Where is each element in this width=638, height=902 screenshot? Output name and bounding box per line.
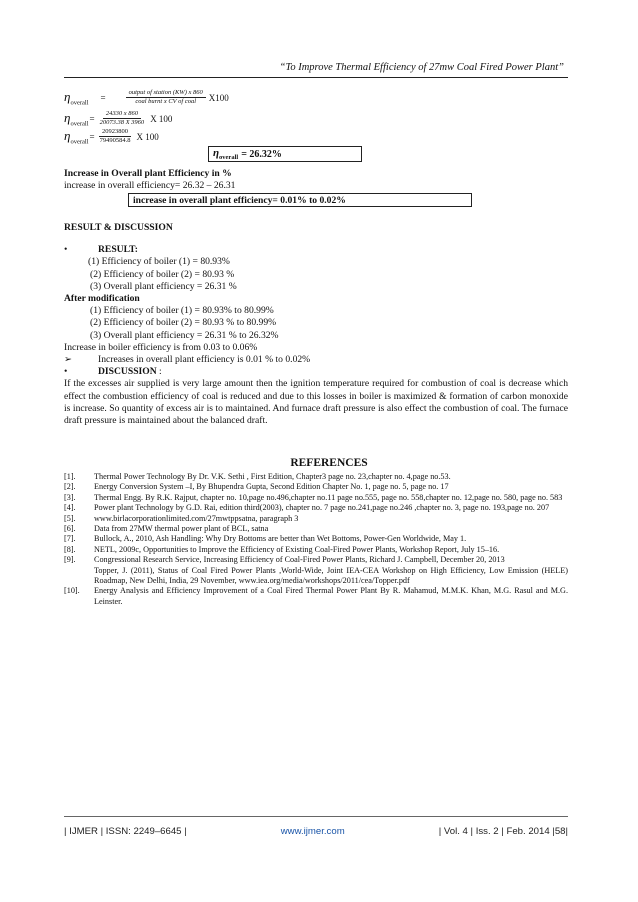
result-bullet-line: [64, 244, 568, 256]
increase-result-text: increase in overall plant efficiency= 0.01% to 0.02%: [133, 194, 346, 206]
eq1-multiplier: X100: [208, 92, 229, 103]
increase-heading: Increase in Overall plant Efficiency in %: [64, 168, 232, 179]
boiler-increase-line: Increase in boiler efficiency is from 0.03 to 0.06%: [64, 341, 258, 353]
eq2-denominator: 20073.38 X 3960: [99, 119, 145, 127]
eq3-denominator: 79490584.8: [99, 137, 131, 145]
discussion-paragraph: If the excesses air supplied is very large amount then the ignition temperature required for combustion of coal is decrease which effect the combustion efficiency of coal is reduced and due to this losses in boiler is maximized & formation of carbon monoxide is increase. So quantity of excess air is to maintained. And furnace draft pressure is also effect the combustion of coal. The furnace draft pressure is maintained about the balanced draft.: [64, 378, 568, 427]
eta-symbol: $\eta_{overall}$: [64, 110, 89, 128]
discussion-label: DISCUSSION: [98, 366, 157, 378]
result-label: RESULT:: [98, 244, 138, 256]
reference-item: [10]. Energy Analysis and Efficiency Improvement of a Coal Fired Thermal Power Plant By R. Mahamud, M.M.K. Khan, M.G. Rasul and M.G. Leinster.: [64, 586, 568, 606]
eq3-fraction: [97, 128, 134, 145]
reference-item: [7]. Bullock, A., 2010, Ash Handling: Why Dry Bottoms are better than Wet Bottoms, Power-Gen Worldwide, May 1.: [64, 534, 467, 544]
header-rule: [64, 77, 568, 78]
bullet-icon: •: [64, 244, 68, 256]
eq1-fraction: [126, 89, 206, 106]
eta-symbol: $\eta_{overall}$: [64, 128, 89, 146]
overall-increase-text: Increases in overall plant efficiency is 0.01 % to 0.02%: [98, 354, 311, 366]
eta-symbol: $\eta_{overall}$: [64, 89, 89, 107]
increase-result-box: [128, 193, 472, 207]
arrow-bullet-icon: ➢: [64, 354, 73, 366]
eq2-fraction: [97, 110, 148, 127]
reference-item: [4]. Power plant Technology by G.D. Rai, edition third(2003), chapter no. 7 page no.241,page no.246 ,chapter no. 3, page no. 193,page no. 207: [64, 503, 550, 513]
overall-efficiency-result: = 26.32%: [241, 148, 282, 160]
reference-item: [1]. Thermal Power Technology By Dr. V.K. Sethi , First Edition, Chapter3 page no. 23,chapter no. 4,page no.53.: [64, 472, 451, 481]
before-item: (3) Overall plant efficiency = 26.31 %: [90, 280, 237, 292]
eq3-multiplier: X 100: [136, 131, 159, 142]
running-title: “To Improve Thermal Efficiency of 27mw Coal Fired Power Plant”: [279, 62, 564, 73]
reference-item: [6]. Data from 27MW thermal power plant of BCL, satna: [64, 524, 269, 534]
equation-2: $\eta_{overall}$ = $\frac{24330 x 860}{20073.38 X 3960}$ X 100: [64, 110, 173, 128]
reference-item: [2]. Energy Conversion System –I, By Bhupendra Gupta, Second Edition Chapter No. 1, page no. 5, page no. 17: [64, 482, 449, 492]
result-discussion-section: [64, 222, 568, 427]
reference-item: [3]. Thermal Engg. By R.K. Rajput, chapter no. 10,page no.496,chapter no.11 page no.555, page no. 558,chapter no. 12,page no. 580, page no. 583: [64, 492, 563, 502]
eq2-numerator: 24330 x 860: [103, 110, 141, 119]
equation-1: $\eta_{overall}$ = $\frac{\text{output of station (KW) x 860}}{\text{coal burnt x CV of coal}}$ X100: [64, 89, 229, 107]
bullet-icon: •: [64, 366, 68, 378]
after-item: (3) Overall plant efficiency = 26.31 % to 26.32%: [90, 329, 279, 341]
references-title: REFERENCES: [290, 457, 368, 469]
reference-item: [9]. Congressional Research Service, Increasing Efficiency of Coal-Fired Power Plants, Richard J. Campbell, December 20, 2013: [64, 555, 505, 565]
references-list: [64, 472, 568, 607]
reference-item: [8]. NETL, 2009c, Opportunities to Improve the Efficiency of Existing Coal-Fired Power Plants, Workshop Report, July 15–16.: [64, 544, 500, 554]
increase-line: increase in overall efficiency= 26.32 – 26.31: [64, 180, 236, 192]
result-discussion-heading: RESULT & DISCUSSION: [64, 222, 173, 233]
eq1-numerator: output of station (KW) x 860: [126, 89, 206, 98]
eq3-numerator: 20923800: [99, 128, 131, 137]
before-item: (2) Efficiency of boiler (2) = 80.93 %: [90, 268, 235, 280]
footer-journal-info: | IJMER | ISSN: 2249–6645 |: [64, 826, 187, 837]
reference-item: [5]. www.birlacorporationlimited.com/27mwtppsatna, paragraph 3: [64, 513, 299, 523]
reference-item: Topper, J. (2011), Status of Coal Fired Power Plants ,World-Wide, Joint IEA-CEA Workshop on High Efficiency, Low Emission (HELE) Roadmap, New Delhi, India, 29 November, www.iea.org/media/workshops/2011/cea/Topper.pdf: [94, 565, 568, 586]
after-item: (1) Efficiency of boiler (1) = 80.93% to 80.99%: [90, 305, 274, 317]
footer-website-link[interactable]: www.ijmer.com: [280, 826, 345, 837]
discussion-bullet-line: • DISCUSSION :: [64, 366, 162, 378]
overall-efficiency-result-box: $\eta_{overall}$ = 26.32%: [208, 146, 362, 162]
eq1-denominator: coal burnt x CV of coal: [135, 98, 197, 106]
equation-3: $\eta_{overall}$ = $\frac{20923800}{79490584.8}$ X 100: [64, 128, 159, 146]
eq2-multiplier: X 100: [150, 113, 173, 124]
page-footer: [64, 826, 568, 837]
after-modification-heading: After modification: [64, 293, 140, 305]
before-item: (1) Efficiency of boiler (1) = 80.93%: [88, 256, 230, 268]
overall-increase-line: [64, 354, 568, 366]
footer-rule: [64, 816, 568, 817]
increase-section: [64, 168, 568, 192]
footer-issue-info: | Vol. 4 | Iss. 2 | Feb. 2014 |58|: [438, 826, 568, 837]
after-item: (2) Efficiency of boiler (2) = 80.93 % to 80.99%: [90, 317, 277, 329]
